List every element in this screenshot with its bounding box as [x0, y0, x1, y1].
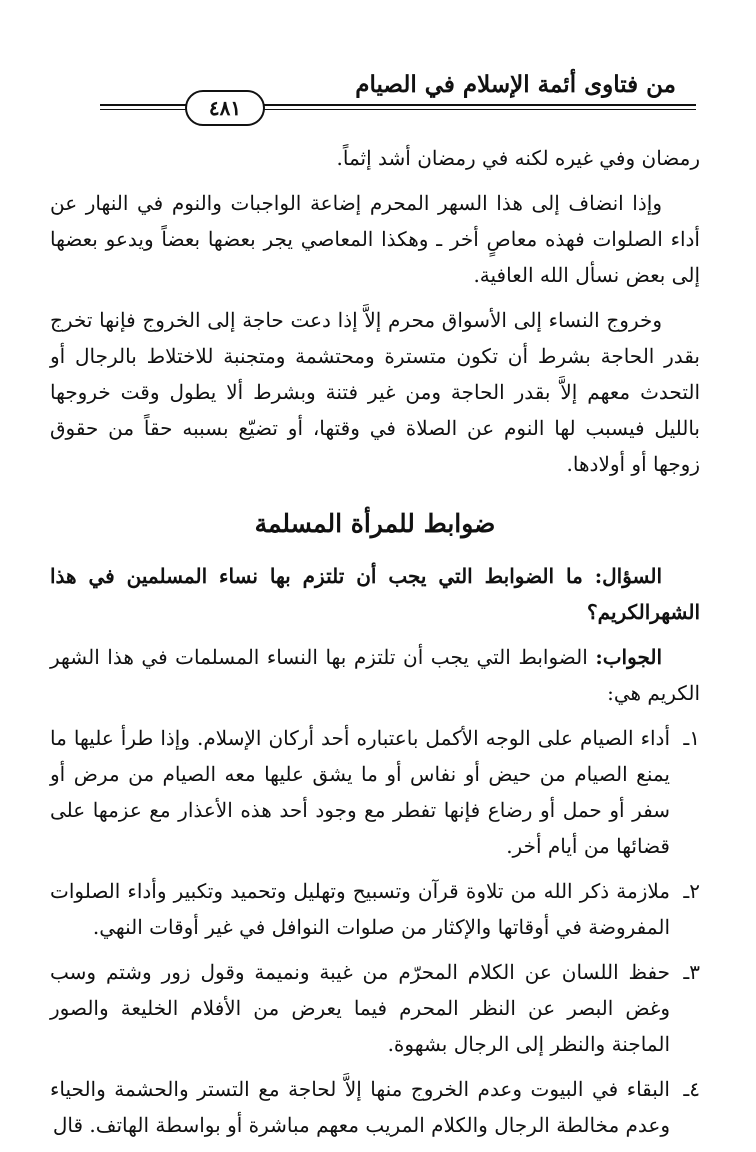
list-item-text: حفظ اللسان عن الكلام المحرّم من غيبة ونميمة وقول زور وشتم وسب وغض البصر عن النظر المحرم فيما يعرض من الأفلام الخليعة والصور الماجنة والنظر إلى الرجال بشهوة.	[50, 960, 670, 1056]
section-title: ضوابط للمرأة المسلمة	[254, 509, 496, 538]
list-item-number: ١ـ	[683, 726, 700, 750]
running-title: من فتاوى أئمة الإسلام في الصيام	[355, 71, 676, 98]
list-item-number: ٢ـ	[683, 879, 700, 903]
page-body	[50, 140, 700, 1152]
paragraph-3: وخروج النساء إلى الأسواق محرم إلاَّ إذا دعت حاجة إلى الخروج فإنها تخرج بقدر الحاجة بشرط أن تكون متسترة ومحتشمة ومتجنبة للاختلاط بالرجال أو التحدث معهم إلاَّ بقدر الحاجة ومن غير فتنة وبشرط ألا يطول وقت خروجها بالليل فيسبب لها النوم عن الصلاة في وقتها، أو تضيّع بسببه حقاً من حقوق زوجها أو أولادها.	[50, 308, 700, 476]
answer-label: الجواب:	[595, 645, 663, 669]
paragraph-2: وإذا انضاف إلى هذا السهر المحرم إضاعة الواجبات والنوم في النهار عن أداء الصلوات فهذه معاصٍ أخر ـ وهكذا المعاصي يجر بعضها بعضاً ويدعو بعضها إلى بعض نسأل الله العافية.	[50, 191, 700, 287]
list-item-text: أداء الصيام على الوجه الأكمل باعتباره أحد أركان الإسلام. وإذا طرأ عليها ما يمنع الصيام من حيض أو نفاس أو ما يشق عليها معه الصيام من مرض أو سفر أو حمل أو رضاع فإنها تفطر مع وجود أحد هذه الأعذار مع عزمها على قضائها من أيام أخر.	[50, 726, 670, 858]
question-text: ما الضوابط التي يجب أن تلتزم بها نساء المسلمين في هذا الشهرالكريم؟	[50, 564, 700, 624]
page-number: ٤٨١	[185, 90, 265, 126]
list-item-text: البقاء في البيوت وعدم الخروج منها إلاَّ لحاجة مع التستر والحشمة والحياء وعدم مخالطة الرجال والكلام المريب معهم مباشرة أو بواسطة الهاتف. قال	[50, 1077, 670, 1137]
list-item	[50, 1071, 700, 1143]
list-item-number: ٤ـ	[683, 1077, 700, 1101]
list-item-text: ملازمة ذكر الله من تلاوة قرآن وتسبيح وتهليل وتحميد وتكبير وأداء الصلوات المفروضة في أوقاتها والإكثار من صلوات النوافل في غير أوقات النهي.	[50, 879, 670, 939]
list-item	[50, 873, 700, 945]
paragraph-1: رمضان وفي غيره لكنه في رمضان أشد إثماً.	[336, 146, 700, 170]
list-item	[50, 954, 700, 1062]
answer-text: الضوابط التي يجب أن تلتزم بها النساء المسلمات في هذا الشهر الكريم هي:	[50, 645, 700, 705]
question-label: السؤال:	[594, 564, 663, 588]
question	[50, 558, 700, 630]
list-item	[50, 720, 700, 864]
list-item-number: ٣ـ	[683, 960, 700, 984]
answer	[50, 639, 700, 711]
